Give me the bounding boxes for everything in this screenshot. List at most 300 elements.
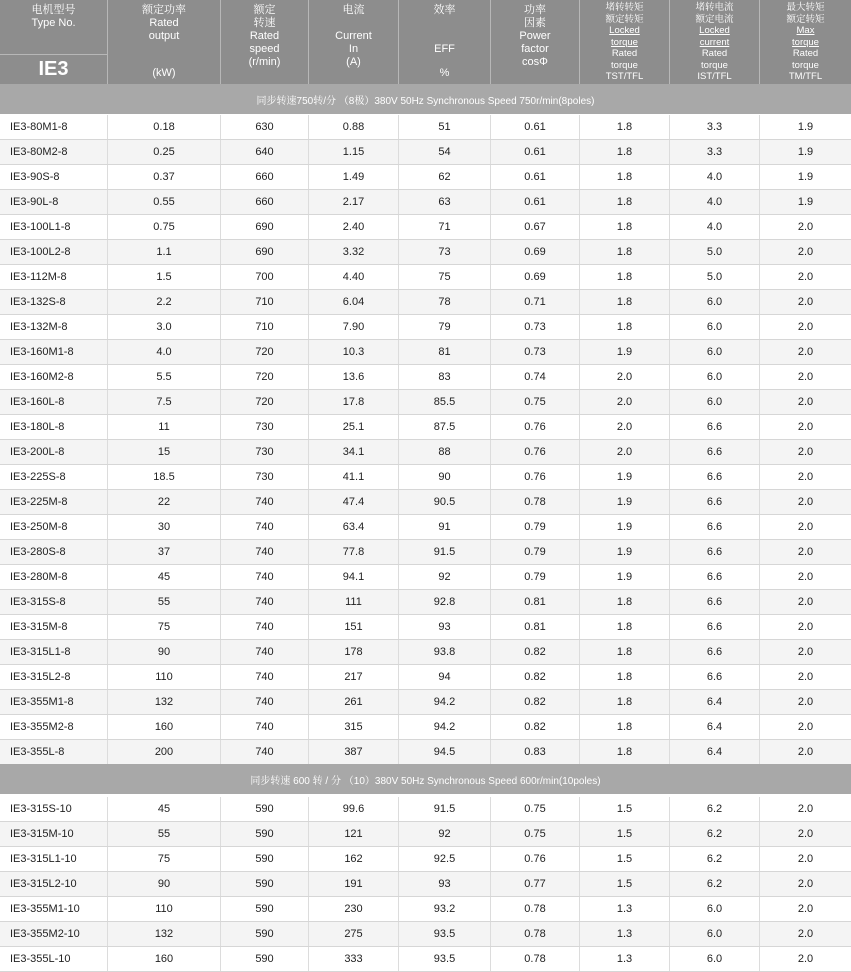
value-cell: 1.1 xyxy=(156,246,172,258)
value-cell: 730 xyxy=(255,421,274,433)
value-cell: 1.8 xyxy=(616,121,633,133)
value-cell: 6.6 xyxy=(706,646,723,658)
column-divider xyxy=(669,215,670,239)
header-divider xyxy=(308,0,309,84)
column-divider xyxy=(669,540,670,564)
value-cell: 1.3 xyxy=(616,928,633,940)
column-divider xyxy=(669,165,670,189)
value-cell: 94.2 xyxy=(433,696,456,708)
type-cell: IE3-100L1-8 xyxy=(10,221,71,233)
column-divider xyxy=(398,640,399,664)
value-cell: 6.04 xyxy=(342,296,365,308)
table-row xyxy=(0,515,851,540)
value-cell: 690 xyxy=(255,221,274,233)
column-divider xyxy=(490,615,491,639)
value-cell: 0.82 xyxy=(524,721,546,733)
value-cell: 0.25 xyxy=(153,146,175,158)
header-divider xyxy=(669,0,670,84)
value-cell: 387 xyxy=(344,746,363,758)
column-divider xyxy=(759,265,760,289)
value-cell: 0.37 xyxy=(153,171,175,183)
column-divider xyxy=(759,922,760,946)
value-cell: 720 xyxy=(255,396,274,408)
value-cell: 1.5 xyxy=(616,803,633,815)
column-divider xyxy=(308,640,309,664)
type-cell: IE3-315M-10 xyxy=(10,828,74,840)
column-divider xyxy=(490,947,491,971)
type-cell: IE3-225S-8 xyxy=(10,471,66,483)
type-cell: IE3-160L-8 xyxy=(10,396,65,408)
column-divider xyxy=(759,872,760,896)
table-row xyxy=(0,715,851,740)
table-row xyxy=(0,240,851,265)
column-divider xyxy=(490,390,491,414)
table-row xyxy=(0,947,851,972)
type-cell: IE3-315L1-10 xyxy=(10,853,77,865)
value-cell: 630 xyxy=(255,121,274,133)
column-divider xyxy=(669,190,670,214)
column-divider xyxy=(308,797,309,821)
column-divider xyxy=(107,440,108,464)
column-divider xyxy=(759,465,760,489)
column-divider xyxy=(398,240,399,264)
value-cell: 2.0 xyxy=(797,546,814,558)
value-cell: 0.76 xyxy=(524,471,546,483)
type-cell: IE3-132M-8 xyxy=(10,321,68,333)
column-divider xyxy=(490,115,491,139)
column-divider xyxy=(759,290,760,314)
column-divider xyxy=(490,847,491,871)
value-cell: 2.0 xyxy=(797,853,814,865)
value-cell: 0.61 xyxy=(524,196,546,208)
column-divider xyxy=(398,822,399,846)
value-cell: 87.5 xyxy=(433,421,456,433)
column-divider xyxy=(579,465,580,489)
value-cell: 94.2 xyxy=(433,721,456,733)
column-divider xyxy=(220,897,221,921)
value-cell: 25.1 xyxy=(342,421,365,433)
column-divider xyxy=(579,115,580,139)
column-divider xyxy=(490,490,491,514)
column-divider xyxy=(107,847,108,871)
header-tst-en: Locked torque xyxy=(609,25,640,48)
value-cell: 2.0 xyxy=(797,521,814,533)
header-ist xyxy=(670,0,759,84)
column-divider xyxy=(669,365,670,389)
value-cell: 0.78 xyxy=(524,496,546,508)
column-divider xyxy=(669,922,670,946)
column-divider xyxy=(759,365,760,389)
value-cell: 2.0 xyxy=(797,221,814,233)
value-cell: 2.0 xyxy=(797,803,814,815)
table-header xyxy=(0,0,851,84)
column-divider xyxy=(579,797,580,821)
type-cell: IE3-180L-8 xyxy=(10,421,65,433)
column-divider xyxy=(107,415,108,439)
column-divider xyxy=(107,665,108,689)
value-cell: 1.3 xyxy=(616,953,633,965)
header-tm-en: Max torque xyxy=(792,25,819,48)
value-cell: 75 xyxy=(157,853,171,865)
table-row xyxy=(0,315,851,340)
value-cell: 99.6 xyxy=(342,803,365,815)
value-cell: 2.0 xyxy=(797,246,814,258)
value-cell: 111 xyxy=(345,596,362,608)
column-divider xyxy=(490,440,491,464)
value-cell: 740 xyxy=(255,646,274,658)
column-divider xyxy=(107,715,108,739)
column-divider xyxy=(579,922,580,946)
value-cell: 132 xyxy=(154,696,174,708)
column-divider xyxy=(759,897,760,921)
table-row xyxy=(0,415,851,440)
value-cell: 91.5 xyxy=(433,546,456,558)
value-cell: 2.0 xyxy=(797,571,814,583)
value-cell: 2.0 xyxy=(797,903,814,915)
table-row xyxy=(0,847,851,872)
value-cell: 85.5 xyxy=(433,396,456,408)
column-divider xyxy=(220,365,221,389)
value-cell: 1.8 xyxy=(616,196,633,208)
column-divider xyxy=(579,615,580,639)
value-cell: 6.2 xyxy=(706,878,723,890)
table-row xyxy=(0,922,851,947)
column-divider xyxy=(579,640,580,664)
value-cell: 6.6 xyxy=(706,496,723,508)
column-divider xyxy=(220,797,221,821)
column-divider xyxy=(107,340,108,364)
table-row xyxy=(0,897,851,922)
value-cell: 640 xyxy=(255,146,274,158)
value-cell: 6.0 xyxy=(706,321,723,333)
column-divider xyxy=(398,365,399,389)
column-divider xyxy=(308,872,309,896)
value-cell: 92 xyxy=(438,571,451,583)
table-row xyxy=(0,740,851,765)
type-cell: IE3-90L-8 xyxy=(10,196,59,208)
column-divider xyxy=(220,665,221,689)
column-divider xyxy=(669,740,670,764)
column-divider xyxy=(759,390,760,414)
value-cell: 121 xyxy=(344,828,363,840)
value-cell: 92 xyxy=(438,828,451,840)
column-divider xyxy=(579,365,580,389)
column-divider xyxy=(490,822,491,846)
value-cell: 0.69 xyxy=(524,246,546,258)
column-divider xyxy=(490,190,491,214)
table-row xyxy=(0,190,851,215)
column-divider xyxy=(759,740,760,764)
column-divider xyxy=(107,640,108,664)
value-cell: 0.71 xyxy=(524,296,546,308)
value-cell: 94.1 xyxy=(342,571,365,583)
column-divider xyxy=(107,165,108,189)
column-divider xyxy=(490,897,491,921)
column-divider xyxy=(490,365,491,389)
type-cell: IE3-280M-8 xyxy=(10,571,68,583)
value-cell: 160 xyxy=(154,953,174,965)
column-divider xyxy=(398,847,399,871)
column-divider xyxy=(579,665,580,689)
column-divider xyxy=(308,490,309,514)
column-divider xyxy=(490,290,491,314)
value-cell: 2.0 xyxy=(797,421,814,433)
value-cell: 230 xyxy=(344,903,363,915)
column-divider xyxy=(107,740,108,764)
header-tm-ratio: Rated torque TM/TFL xyxy=(788,48,823,82)
value-cell: 730 xyxy=(255,446,274,458)
value-cell: 1.9 xyxy=(616,571,633,583)
column-divider xyxy=(398,115,399,139)
value-cell: 1.9 xyxy=(616,346,633,358)
header-current-en: Current In (A) xyxy=(335,30,372,68)
column-divider xyxy=(398,947,399,971)
column-divider xyxy=(220,615,221,639)
column-divider xyxy=(579,590,580,614)
column-divider xyxy=(220,240,221,264)
value-cell: 0.75 xyxy=(524,828,546,840)
column-divider xyxy=(220,947,221,971)
header-tm-zh: 最大转矩 额定转矩 xyxy=(786,2,825,25)
column-divider xyxy=(220,390,221,414)
column-divider xyxy=(220,340,221,364)
value-cell: 92.8 xyxy=(433,596,456,608)
column-divider xyxy=(107,922,108,946)
column-divider xyxy=(579,440,580,464)
column-divider xyxy=(308,265,309,289)
header-output-zh: 额定功率 xyxy=(142,4,186,16)
value-cell: 54 xyxy=(438,146,451,158)
value-cell: 0.78 xyxy=(524,903,546,915)
value-cell: 6.2 xyxy=(706,828,723,840)
column-divider xyxy=(669,115,670,139)
column-divider xyxy=(220,590,221,614)
column-divider xyxy=(398,590,399,614)
value-cell: 0.83 xyxy=(524,746,546,758)
column-divider xyxy=(107,872,108,896)
column-divider xyxy=(220,115,221,139)
value-cell: 81 xyxy=(438,346,451,358)
value-cell: 2.0 xyxy=(797,621,814,633)
value-cell: 0.78 xyxy=(524,928,546,940)
type-cell: IE3-160M1-8 xyxy=(10,346,74,358)
column-divider xyxy=(759,240,760,264)
value-cell: 94.5 xyxy=(433,746,456,758)
value-cell: 93 xyxy=(438,621,451,633)
value-cell: 22 xyxy=(157,496,171,508)
table-row xyxy=(0,822,851,847)
value-cell: 4.0 xyxy=(156,346,172,358)
type-cell: IE3-112M-8 xyxy=(10,271,67,283)
column-divider xyxy=(107,822,108,846)
column-divider xyxy=(308,165,309,189)
column-divider xyxy=(398,515,399,539)
value-cell: 710 xyxy=(255,296,274,308)
column-divider xyxy=(759,190,760,214)
value-cell: 1.5 xyxy=(616,853,633,865)
column-divider xyxy=(759,340,760,364)
value-cell: 2.0 xyxy=(797,446,814,458)
value-cell: 0.61 xyxy=(524,121,546,133)
value-cell: 2.0 xyxy=(797,596,814,608)
column-divider xyxy=(220,190,221,214)
value-cell: 1.8 xyxy=(616,746,633,758)
table-row xyxy=(0,615,851,640)
type-cell: IE3-355L-8 xyxy=(10,746,65,758)
column-divider xyxy=(669,847,670,871)
value-cell: 1.9 xyxy=(616,496,633,508)
column-divider xyxy=(308,440,309,464)
header-eff-en: EFF xyxy=(434,43,455,55)
value-cell: 740 xyxy=(255,546,274,558)
column-divider xyxy=(398,465,399,489)
value-cell: 2.0 xyxy=(797,746,814,758)
value-cell: 720 xyxy=(255,371,274,383)
table-row xyxy=(0,797,851,822)
type-cell: IE3-315L2-10 xyxy=(10,878,77,890)
column-divider xyxy=(490,240,491,264)
value-cell: 2.17 xyxy=(342,196,365,208)
type-cell: IE3-80M2-8 xyxy=(10,146,68,158)
column-divider xyxy=(669,640,670,664)
value-cell: 2.0 xyxy=(797,296,814,308)
column-divider xyxy=(490,690,491,714)
column-divider xyxy=(669,515,670,539)
value-cell: 710 xyxy=(255,321,274,333)
value-cell: 0.76 xyxy=(524,853,546,865)
column-divider xyxy=(759,140,760,164)
column-divider xyxy=(669,140,670,164)
value-cell: 93.5 xyxy=(433,928,456,940)
value-cell: 1.3 xyxy=(616,903,633,915)
value-cell: 55 xyxy=(157,828,171,840)
table-row xyxy=(0,115,851,140)
column-divider xyxy=(759,165,760,189)
header-tst-ratio: Rated torque TST/TFL xyxy=(605,48,644,82)
column-divider xyxy=(220,740,221,764)
column-divider xyxy=(579,490,580,514)
header-pf-zh: 功率 因素 xyxy=(524,4,546,29)
value-cell: 90 xyxy=(157,646,171,658)
column-divider xyxy=(669,822,670,846)
value-cell: 41.1 xyxy=(342,471,365,483)
column-divider xyxy=(669,897,670,921)
table-row xyxy=(0,590,851,615)
value-cell: 1.8 xyxy=(616,596,633,608)
value-cell: 90 xyxy=(438,471,451,483)
column-divider xyxy=(308,140,309,164)
column-divider xyxy=(220,872,221,896)
value-cell: 2.0 xyxy=(797,878,814,890)
section-title: 同步转速 600 转 / 分 （10）380V 50Hz Synchronous Speed 600r/min(10poles) xyxy=(0,764,851,794)
value-cell: 160 xyxy=(154,721,174,733)
column-divider xyxy=(490,315,491,339)
value-cell: 18.5 xyxy=(153,471,175,483)
table-row xyxy=(0,565,851,590)
column-divider xyxy=(579,390,580,414)
value-cell: 590 xyxy=(255,928,274,940)
column-divider xyxy=(107,390,108,414)
value-cell: 0.67 xyxy=(524,221,546,233)
value-cell: 0.75 xyxy=(524,803,546,815)
value-cell: 4.0 xyxy=(706,196,723,208)
column-divider xyxy=(759,590,760,614)
value-cell: 79 xyxy=(438,321,451,333)
type-cell: IE3-100L2-8 xyxy=(10,246,71,258)
value-cell: 78 xyxy=(438,296,451,308)
value-cell: 1.9 xyxy=(616,471,633,483)
column-divider xyxy=(669,315,670,339)
type-cell: IE3-315L2-8 xyxy=(10,671,71,683)
column-divider xyxy=(308,190,309,214)
column-divider xyxy=(220,465,221,489)
column-divider xyxy=(490,797,491,821)
value-cell: 740 xyxy=(255,571,274,583)
value-cell: 740 xyxy=(255,521,274,533)
value-cell: 0.78 xyxy=(524,953,546,965)
value-cell: 6.0 xyxy=(706,928,723,940)
column-divider xyxy=(220,490,221,514)
table-row xyxy=(0,290,851,315)
section-title: 同步转速750转/分 （8极）380V 50Hz Synchronous Speed 750r/min(8poles) xyxy=(0,84,851,114)
column-divider xyxy=(220,290,221,314)
value-cell: 62 xyxy=(438,171,451,183)
column-divider xyxy=(308,340,309,364)
header-speed-zh: 额定 转速 xyxy=(253,4,276,29)
value-cell: 2.0 xyxy=(797,646,814,658)
value-cell: 2.0 xyxy=(797,928,814,940)
column-divider xyxy=(308,922,309,946)
column-divider xyxy=(107,565,108,589)
column-divider xyxy=(398,190,399,214)
column-divider xyxy=(759,947,760,971)
column-divider xyxy=(579,897,580,921)
header-eff-unit: % xyxy=(439,67,450,79)
value-cell: 0.81 xyxy=(524,596,546,608)
value-cell: 2.0 xyxy=(797,371,814,383)
header-ist-en: Locked current xyxy=(699,25,730,48)
value-cell: 6.2 xyxy=(706,803,723,815)
type-cell: IE3-355M2-8 xyxy=(10,721,74,733)
column-divider xyxy=(107,365,108,389)
value-cell: 1.5 xyxy=(156,271,172,283)
value-cell: 2.2 xyxy=(156,296,172,308)
type-cell: IE3-355M2-10 xyxy=(10,928,80,940)
value-cell: 93.2 xyxy=(433,903,456,915)
value-cell: 6.0 xyxy=(706,296,723,308)
value-cell: 15 xyxy=(157,446,171,458)
value-cell: 83 xyxy=(438,371,451,383)
type-cell: IE3-132S-8 xyxy=(10,296,66,308)
table-row xyxy=(0,690,851,715)
value-cell: 0.75 xyxy=(524,396,546,408)
value-cell: 0.18 xyxy=(153,121,175,133)
table-row xyxy=(0,140,851,165)
value-cell: 2.0 xyxy=(797,496,814,508)
header-output-unit: (kW) xyxy=(152,67,176,79)
column-divider xyxy=(107,690,108,714)
table-row xyxy=(0,265,851,290)
value-cell: 200 xyxy=(154,746,174,758)
column-divider xyxy=(579,140,580,164)
value-cell: 5.0 xyxy=(706,246,723,258)
value-cell: 0.61 xyxy=(524,146,546,158)
value-cell: 1.9 xyxy=(797,171,814,183)
value-cell: 151 xyxy=(344,621,363,633)
value-cell: 0.55 xyxy=(153,196,175,208)
value-cell: 1.8 xyxy=(616,146,633,158)
column-divider xyxy=(220,847,221,871)
